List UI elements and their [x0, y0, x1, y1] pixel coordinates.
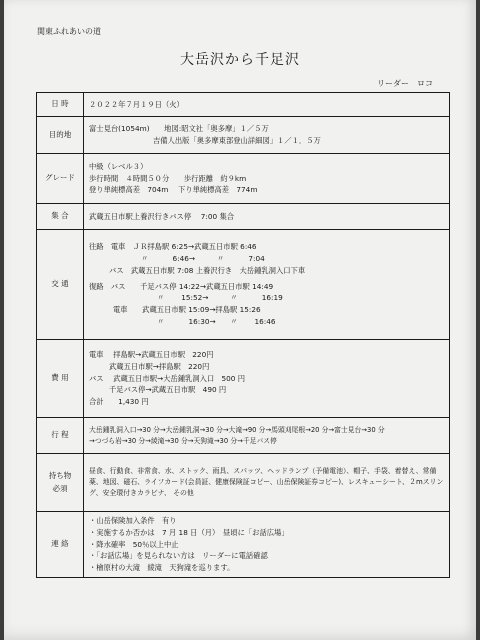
transport-line: 電車 武蔵五日市駅 15:09→拝島駅 15:26	[113, 305, 261, 315]
cost-line: バス 武蔵五日市駅→大岳鍾乳洞入口 500 円	[89, 373, 246, 383]
destination-line: 富士見台(1054m) 地図:昭文社「奥多摩」１／５万	[89, 124, 269, 134]
row-destination	[37, 117, 450, 154]
row-cost	[37, 340, 450, 418]
notes-line: ・降水確率 50％以上中止	[89, 539, 179, 549]
schedule-table	[36, 92, 450, 578]
notes-line: ・檜原村の大滝 綾滝 天狗滝を巡ります。	[89, 563, 235, 573]
cost-line: 千足バス停→武蔵五日市駅 490 円	[109, 385, 227, 395]
label-grade: グレード	[37, 154, 84, 204]
notes-line: ・「お話広場」を見られない方は リーダーに電話確認	[89, 551, 268, 561]
row-items	[37, 454, 450, 512]
transport-line: 往路 電車 ＪＲ拝島駅 6:25→武蔵五日市駅 6:46	[89, 242, 257, 252]
cost-line: 合計 1,430 円	[89, 397, 149, 407]
date-value: ２０２２年７月１９日（火）	[89, 99, 184, 109]
row-date	[37, 93, 450, 117]
destination-line: 吉備人出版「奥多摩東部登山詳細図」１／１．５万	[153, 136, 321, 145]
row-notes	[37, 512, 450, 578]
label-items-required: 必須	[52, 483, 68, 493]
label-items: 持ち物	[48, 471, 72, 481]
notes-line: ・実施するか否かは 7 月 18 日（月） 昼頃に「お話広場」	[89, 527, 289, 537]
row-transport	[37, 230, 450, 340]
label-notes: 連 絡	[37, 512, 84, 578]
meeting-value: 武蔵五日市駅上養沢行きバス停 7:00 集合	[89, 211, 235, 221]
row-grade	[37, 154, 450, 204]
label-transport: 交 通	[37, 230, 84, 340]
row-route	[37, 418, 450, 454]
transport-line: バス 武蔵五日市駅 7:08 上養沢行き 大岳鍾乳洞入口下車	[109, 265, 306, 275]
label-cost: 費 用	[37, 340, 84, 418]
page-title: 大岳沢から千足沢	[180, 52, 300, 68]
route-line: 大岳鍾乳洞入口→30 分→大岳鍾乳洞→30 分→大滝→90 分→馬頭刈尾根→20 分→富士見台→30 分	[89, 425, 385, 434]
route-line: →つづら岩→30 分→綾滝→30 分→天狗滝→30 分→千足バス停	[89, 436, 277, 445]
cost-line: 電車 拝島駅→武蔵五日市駅 220円	[89, 349, 214, 359]
transport-line: 復路 バス 千足バス停 14:22→武蔵五日市駅 14:49	[89, 281, 274, 291]
transport-line: 〃 15:52→ 〃 16:19	[157, 293, 283, 303]
label-meeting: 集 合	[37, 204, 84, 230]
cost-line: 武蔵五日市駅→拝島駅 220円	[109, 361, 210, 371]
row-meeting	[37, 204, 450, 230]
label-route: 行 程	[37, 418, 84, 454]
label-date: 日 時	[37, 93, 84, 117]
grade-line: 歩行時間 ４時間５０分 歩行距離 約９km	[89, 173, 247, 183]
transport-line: 〃 6:46→ 〃 7:04	[141, 253, 265, 263]
organization-name: 関東ふれあいの道	[37, 27, 101, 36]
transport-line: 〃 16:30→ 〃 16:46	[157, 317, 276, 327]
notes-line: ・山岳保険加入条件 有り	[89, 515, 177, 525]
leader-name: リーダー ロコ	[377, 79, 433, 88]
grade-line: 中級（レベル３）	[89, 161, 148, 171]
label-destination: 目的地	[37, 117, 84, 154]
items-text: 昼食、行動食、非常食、水、ストック、雨具、スパッツ、ヘッドランプ（予備電池）、帽子、手袋、着替え、常備薬、地図、磁石、ライフカード(会員証、健康保険証コピー、山岳保険証券コピー)、レスキューシート、２mスリング、安全環付きカラビナ、 その他	[89, 466, 444, 498]
document-page	[4, 0, 476, 640]
grade-line: 登り単純標高差 704m 下り単純標高差 774m	[89, 185, 258, 195]
